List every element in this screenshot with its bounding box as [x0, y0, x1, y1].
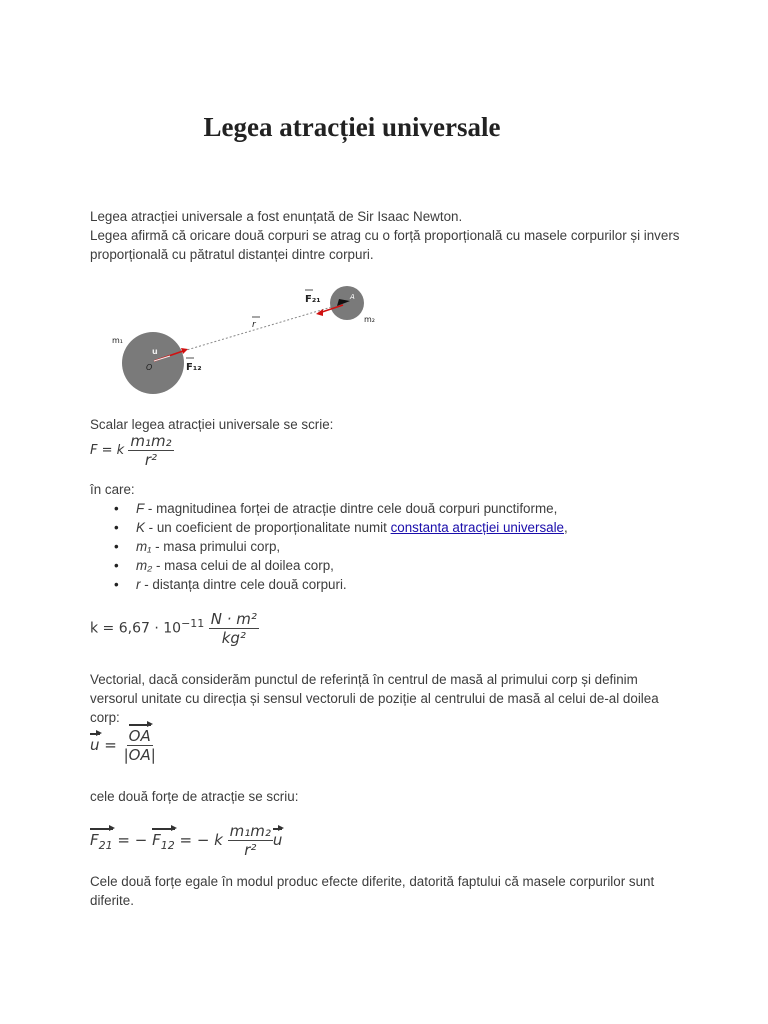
constant-lhs: k = 6,67 · 10	[90, 620, 182, 637]
intro-line-2: Legea afirmă că oricare două corpuri se atrag cu o forță proporțională cu masele corpurilor și invers	[90, 228, 680, 243]
origin-label: O	[146, 363, 153, 372]
where-label: în care:	[90, 482, 135, 497]
vectorial-paragraph	[90, 670, 710, 727]
point-a-label: A	[350, 293, 355, 301]
vectorial-line-3: corp:	[90, 710, 120, 725]
u-label: u	[152, 347, 158, 356]
intro-line-1: Legea atracției universale a fost enunțată de Sir Isaac Newton.	[90, 209, 463, 224]
constant-numerator: N · m²	[210, 610, 257, 628]
unit-vector-equals: =	[99, 736, 122, 754]
conclusion-line-2: diferite.	[90, 893, 134, 908]
scalar-formula-lhs: F = k	[90, 443, 125, 458]
r-label: r	[252, 320, 256, 330]
scalar-denominator: r²	[144, 451, 158, 469]
forces-numerator: m₁m₂	[229, 822, 271, 840]
constant-link[interactable]: constanta atracției universale	[390, 520, 565, 535]
unit-vector-numerator: OA	[128, 727, 151, 745]
gravity-diagram	[90, 275, 400, 410]
forces-eq-1: = −	[112, 831, 153, 849]
list-item: • K - un coeficient de proporționalitate numit constanta atracției universale,	[90, 518, 710, 537]
f12-label: F₁₂	[186, 362, 202, 373]
vectorial-line-1: Vectorial, dacă considerăm punctul de referință în centrul de masă al primului corp și definim	[90, 672, 638, 687]
forces-unit-vector: u	[272, 831, 283, 849]
f21-label: F₂₁	[305, 294, 321, 305]
forces-fraction	[228, 822, 273, 859]
list-item: • r - distanța dintre cele două corpuri.	[90, 575, 710, 594]
scalar-formula	[90, 432, 174, 469]
intro-line-3: proporțională cu pătratul distanței dintre corpuri.	[90, 247, 374, 262]
unit-vector-fraction	[122, 727, 158, 764]
conclusion-paragraph	[90, 872, 710, 910]
intro-paragraph	[90, 207, 710, 264]
list-item: • m₂ - masa celui de al doilea corp,	[90, 556, 710, 575]
conclusion-line-1: Cele două forțe egale în modul produc efecte diferite, datorită faptului că masele corpurilor sunt	[90, 874, 655, 889]
constant-fraction	[209, 610, 259, 647]
unit-vector-formula	[90, 727, 158, 764]
scalar-intro: Scalar legea atracției universale se scrie:	[90, 417, 334, 432]
mass-1-body	[122, 332, 184, 394]
list-item: • F - magnitudinea forței de atracție dintre cele două corpuri punctiforme,	[90, 499, 710, 518]
forces-eq-2: = − k	[174, 831, 223, 849]
mass-2-body	[330, 286, 364, 320]
force-12-symbol: $F_{12}$	[152, 831, 175, 852]
list-item: • m₁ - masa primului corp,	[90, 537, 710, 556]
constant-formula	[90, 610, 259, 647]
m2-label: m₂	[364, 315, 375, 324]
page-title: Legea atracției universale	[203, 112, 501, 142]
m1-label: m₁	[112, 336, 123, 345]
scalar-numerator: m₁m₂	[130, 432, 172, 450]
unit-vector-denominator: |OA|	[123, 746, 156, 764]
forces-formula	[90, 822, 282, 859]
unit-vector-symbol: u	[90, 736, 100, 754]
definitions-list	[90, 499, 710, 594]
force-21-symbol: $F_{21}$	[90, 831, 113, 852]
constant-denominator: kg²	[221, 629, 246, 647]
forces-intro: cele două forțe de atracție se scriu:	[90, 789, 299, 804]
constant-exponent: −11	[181, 616, 205, 630]
forces-denominator: r²	[244, 841, 257, 859]
vectorial-line-2: versorul unitate cu direcția și sensul vectoruli de poziție al centrului de masă al celui de-al doilea	[90, 691, 659, 706]
scalar-fraction	[128, 432, 173, 469]
